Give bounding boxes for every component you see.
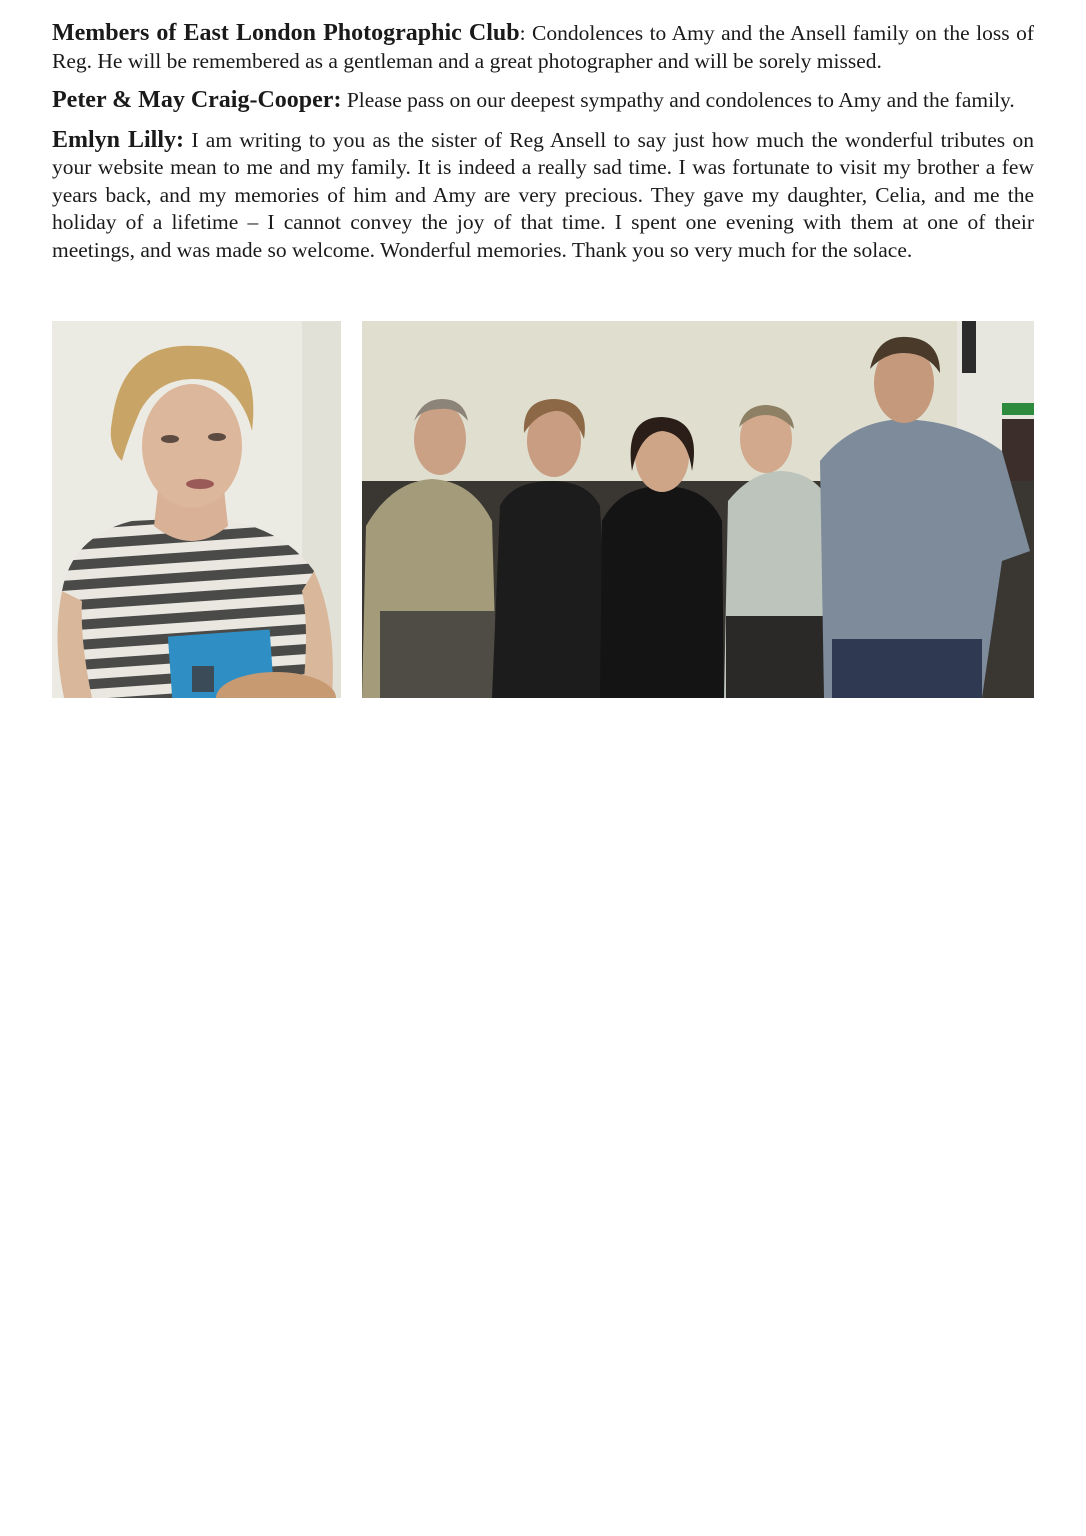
tribute-message: I am writing to you as the sister of Reg Ansell to say just how much the wonderful tributes on your website mean to me and my family. It is indeed a really sad time. I was fortunate to visit my brother a few years back, and my memories of him and Amy are very precious. They gave my daughter, Celia, and me the holiday of a lifetime – I cannot convey the joy of that time. I spent one evening with them at one of their meetings, and was made so welcome. Wonderful memories. Thank you so very much for the solace.: [52, 127, 1034, 262]
tribute-message: Please pass on our deepest sympathy and condolences to Amy and the family.: [341, 88, 1015, 112]
tribute-paragraph: [52, 87, 1034, 115]
tribute-paragraph: [52, 20, 1034, 75]
photo-woman-speaking: [52, 321, 341, 698]
tribute-author: Peter & May Craig-Cooper:: [52, 87, 342, 113]
tribute-author: Emlyn Lilly:: [52, 126, 184, 153]
tributes-section: [52, 20, 1034, 276]
tribute-message: Condolences to Amy and the Ansell family on the loss of Reg. He will be remembered as a gentleman and a great photographer and will be sorely missed.: [52, 21, 1034, 73]
tribute-author: Members of East London Photographic Club: [52, 20, 520, 46]
tribute-paragraph: [52, 127, 1034, 265]
photo-group: [362, 321, 1034, 698]
tribute-separator: :: [519, 21, 526, 45]
